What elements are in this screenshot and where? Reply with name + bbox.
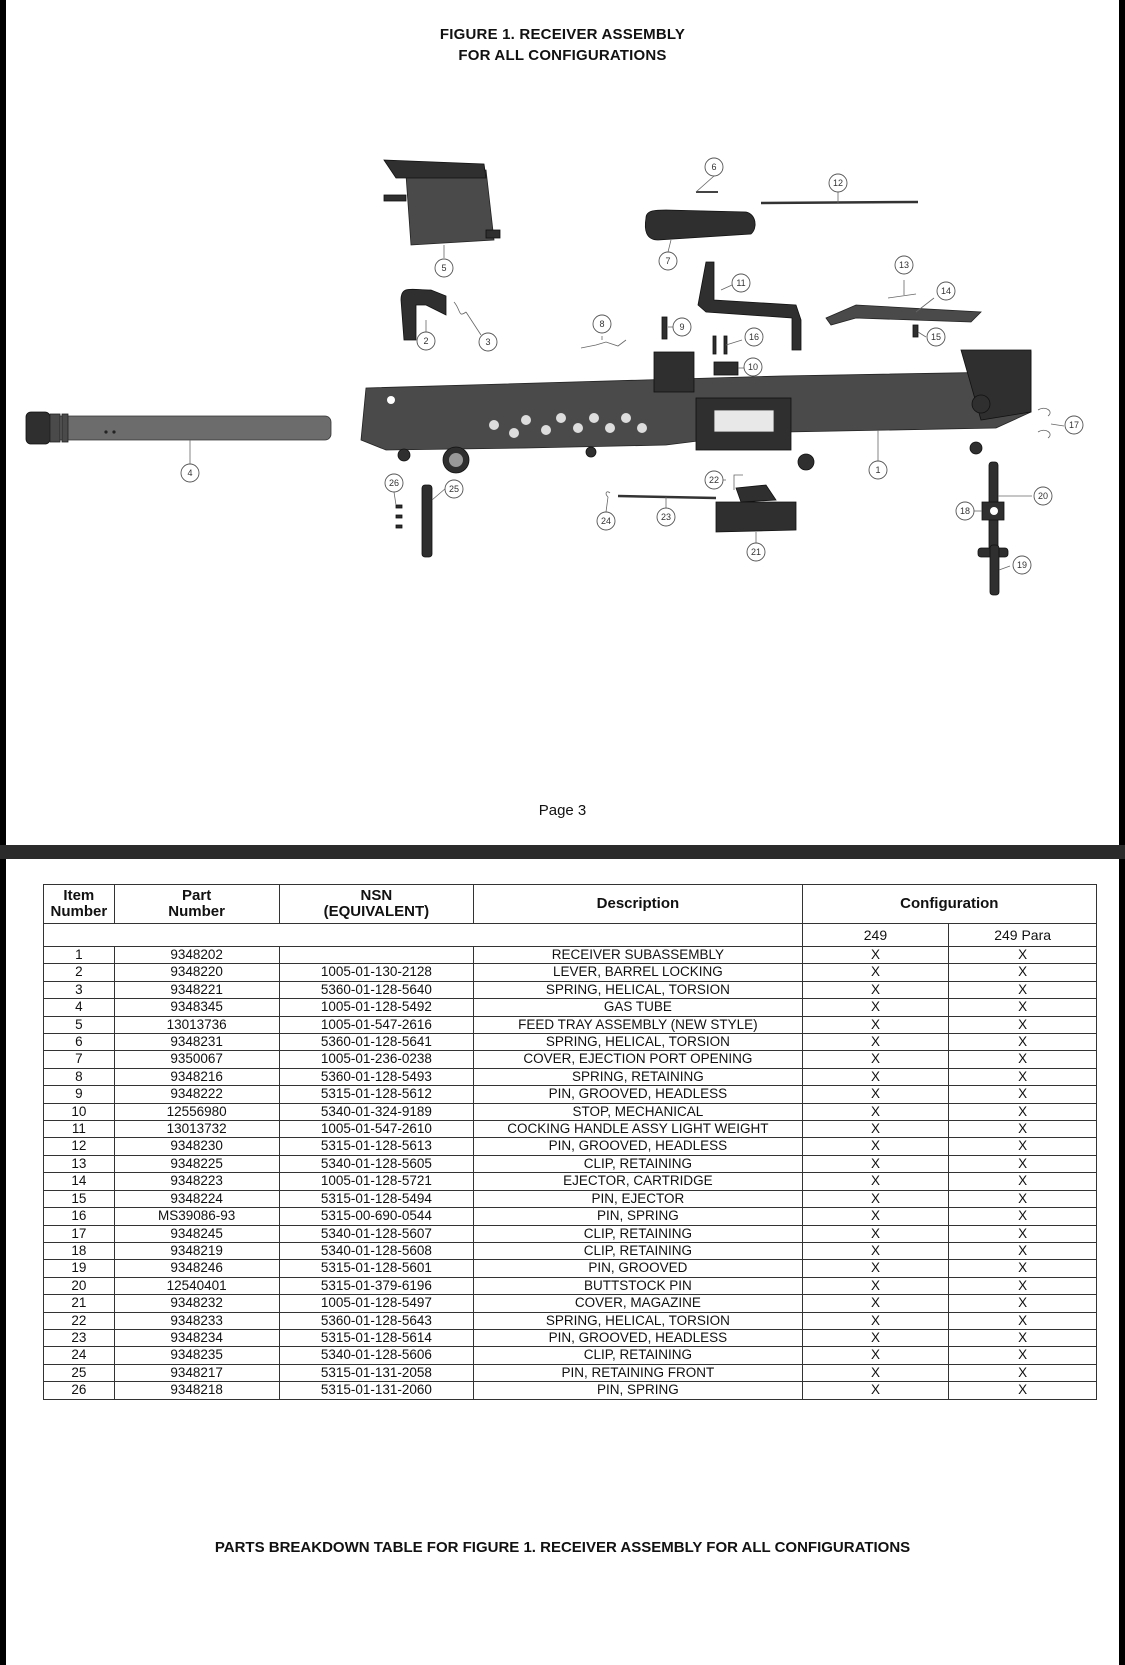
cell-part: 9348231 (114, 1034, 279, 1051)
cell-desc: COVER, MAGAZINE (474, 1295, 803, 1312)
callout-9 (673, 318, 691, 336)
cell-desc: PIN, SPRING (474, 1382, 803, 1399)
cell-c1: X (802, 1016, 949, 1033)
cell-item: 23 (44, 1329, 115, 1346)
cell-c1: X (802, 1260, 949, 1277)
exploded-parts-diagram (6, 0, 1119, 790)
svg-text:8: 8 (599, 319, 605, 329)
header-part-number: Part Number (114, 885, 279, 924)
table-row (44, 1138, 1097, 1155)
svg-text:11: 11 (736, 278, 746, 288)
cell-c1: X (802, 1034, 949, 1051)
cell-c1: X (802, 1312, 949, 1329)
table-row (44, 1016, 1097, 1033)
cell-desc: CLIP, RETAINING (474, 1155, 803, 1172)
part-pin-16 (713, 336, 716, 354)
table-row (44, 1225, 1097, 1242)
cell-c2: X (949, 1155, 1097, 1172)
part-mechanical-stop (714, 362, 738, 375)
callout-3 (479, 333, 497, 351)
table-row (44, 981, 1097, 998)
cell-part: 9348234 (114, 1329, 279, 1346)
callout-4 (181, 464, 199, 482)
table-row (44, 1190, 1097, 1207)
cell-c1: X (802, 1138, 949, 1155)
callout-15 (927, 328, 945, 346)
parts-breakdown-table (43, 884, 1097, 1400)
table-row (44, 947, 1097, 964)
cell-nsn: 1005-01-547-2616 (279, 1016, 474, 1033)
cell-part: 9348223 (114, 1173, 279, 1190)
cell-part: 9348345 (114, 999, 279, 1016)
cell-nsn: 5340-01-128-5608 (279, 1242, 474, 1259)
cell-c1: X (802, 1190, 949, 1207)
cell-c1: X (802, 1051, 949, 1068)
part-clips-17 (1038, 408, 1050, 438)
svg-text:6: 6 (711, 162, 717, 172)
cell-nsn: 5360-01-128-5641 (279, 1034, 474, 1051)
svg-text:22: 22 (708, 475, 720, 485)
cell-item: 20 (44, 1277, 115, 1294)
cell-desc: CLIP, RETAINING (474, 1242, 803, 1259)
svg-text:7: 7 (665, 256, 671, 266)
cell-c2: X (949, 1173, 1097, 1190)
cell-item: 7 (44, 1051, 115, 1068)
cell-desc: RECEIVER SUBASSEMBLY (474, 947, 803, 964)
cell-part: 9348216 (114, 1068, 279, 1085)
cell-nsn: 5340-01-128-5605 (279, 1155, 474, 1172)
svg-text:19: 19 (1016, 560, 1028, 570)
cell-item: 15 (44, 1190, 115, 1207)
cell-part: 9348218 (114, 1382, 279, 1399)
cell-nsn: 1005-01-128-5497 (279, 1295, 474, 1312)
callout-11 (732, 274, 750, 292)
svg-text:14: 14 (940, 286, 952, 296)
cell-c2: X (949, 1329, 1097, 1346)
cell-desc: SPRING, HELICAL, TORSION (474, 1034, 803, 1051)
cell-item: 6 (44, 1034, 115, 1051)
svg-text:4: 4 (187, 468, 193, 478)
cell-item: 3 (44, 981, 115, 998)
cell-desc: PIN, SPRING (474, 1208, 803, 1225)
cell-c1: X (802, 1382, 949, 1399)
cell-c2: X (949, 1364, 1097, 1381)
cell-desc: LEVER, BARREL LOCKING (474, 964, 803, 981)
callout-13 (895, 256, 913, 274)
cell-item: 4 (44, 999, 115, 1016)
part-feed-tray (384, 160, 500, 245)
cell-nsn: 1005-01-547-2610 (279, 1121, 474, 1138)
cell-c1: X (802, 1086, 949, 1103)
cell-c2: X (949, 1051, 1097, 1068)
table-row (44, 1086, 1097, 1103)
part-gas-tube (26, 412, 331, 444)
table-row (44, 1329, 1097, 1346)
cell-part: 9348224 (114, 1190, 279, 1207)
part-ejection-port-cover (645, 210, 755, 240)
part-ejector-pin (913, 325, 918, 337)
svg-text:3: 3 (485, 337, 491, 347)
cell-c2: X (949, 1295, 1097, 1312)
cell-desc: STOP, MECHANICAL (474, 1103, 803, 1120)
cell-item: 21 (44, 1295, 115, 1312)
part-torsion-spring-3 (454, 302, 466, 314)
header-description: Description (474, 885, 803, 924)
cell-desc: COCKING HANDLE ASSY LIGHT WEIGHT (474, 1121, 803, 1138)
cell-part: 9348202 (114, 947, 279, 964)
svg-text:2: 2 (423, 336, 429, 346)
cell-part: MS39086-93 (114, 1208, 279, 1225)
part-receiver (361, 350, 1031, 473)
part-spring-pin-26 (396, 505, 402, 508)
cell-nsn: 5315-01-128-5613 (279, 1138, 474, 1155)
part-retaining-pin-front (422, 485, 432, 557)
callout-6 (705, 158, 723, 176)
cell-c2: X (949, 1208, 1097, 1225)
figure-title-line2: FOR ALL CONFIGURATIONS (458, 47, 667, 64)
svg-text:1: 1 (875, 465, 881, 475)
callout-21 (747, 543, 765, 561)
callout-1 (869, 461, 887, 479)
cell-c1: X (802, 1277, 949, 1294)
cell-c2: X (949, 964, 1097, 981)
config-col-249: 249 (802, 924, 949, 947)
table-row (44, 1347, 1097, 1364)
cell-nsn: 1005-01-128-5721 (279, 1173, 474, 1190)
svg-text:23: 23 (660, 512, 672, 522)
cell-c1: X (802, 1225, 949, 1242)
cell-c1: X (802, 947, 949, 964)
cell-c2: X (949, 1260, 1097, 1277)
cell-c2: X (949, 999, 1097, 1016)
cell-item: 12 (44, 1138, 115, 1155)
cell-c1: X (802, 1364, 949, 1381)
svg-text:24: 24 (600, 516, 612, 526)
cell-c2: X (949, 1103, 1097, 1120)
table-row (44, 1155, 1097, 1172)
callout-14 (937, 282, 955, 300)
figure-title-line1: FIGURE 1. RECEIVER ASSEMBLY (439, 26, 686, 43)
cell-item: 22 (44, 1312, 115, 1329)
table-caption: PARTS BREAKDOWN TABLE FOR FIGURE 1. RECEIVER ASSEMBLY FOR ALL CONFIGURATIONS (214, 1539, 911, 1556)
part-magazine-cover (716, 485, 796, 532)
cell-part: 9348221 (114, 981, 279, 998)
cell-nsn: 5315-00-690-0544 (279, 1208, 474, 1225)
cell-desc: GAS TUBE (474, 999, 803, 1016)
cell-c2: X (949, 1225, 1097, 1242)
cell-c2: X (949, 1121, 1097, 1138)
table-row (44, 1277, 1097, 1294)
header-nsn: NSN (EQUIVALENT) (279, 885, 474, 924)
table-row (44, 964, 1097, 981)
cell-c2: X (949, 1068, 1097, 1085)
cell-c1: X (802, 1155, 949, 1172)
cell-part: 9348220 (114, 964, 279, 981)
callout-12 (829, 174, 847, 192)
callout-16 (745, 328, 763, 346)
svg-text:26: 26 (388, 478, 400, 488)
config-subheader-row (44, 924, 1097, 947)
svg-text:9: 9 (679, 322, 685, 332)
cell-desc: FEED TRAY ASSEMBLY (NEW STYLE) (474, 1016, 803, 1033)
cell-part: 9348233 (114, 1312, 279, 1329)
part-retaining-spring-8 (581, 340, 626, 348)
callout-18 (956, 502, 974, 520)
cell-item: 13 (44, 1155, 115, 1172)
page-number: Page 3 (538, 802, 587, 819)
cell-item: 24 (44, 1347, 115, 1364)
cell-c2: X (949, 1016, 1097, 1033)
figure-page (6, 0, 1119, 845)
cell-item: 18 (44, 1242, 115, 1259)
cell-part: 13013732 (114, 1121, 279, 1138)
cell-desc: PIN, EJECTOR (474, 1190, 803, 1207)
table-row (44, 1173, 1097, 1190)
callout-25 (445, 480, 463, 498)
part-clip-24 (606, 492, 610, 497)
cell-item: 9 (44, 1086, 115, 1103)
cell-desc: PIN, GROOVED, HEADLESS (474, 1138, 803, 1155)
cell-c1: X (802, 1173, 949, 1190)
cell-nsn: 5315-01-379-6196 (279, 1277, 474, 1294)
cell-nsn: 5315-01-131-2060 (279, 1382, 474, 1399)
cell-c1: X (802, 1347, 949, 1364)
cell-c2: X (949, 1034, 1097, 1051)
callout-20 (1034, 487, 1052, 505)
cell-c2: X (949, 1277, 1097, 1294)
callout-7 (659, 252, 677, 270)
cell-c2: X (949, 981, 1097, 998)
cell-part: 12556980 (114, 1103, 279, 1120)
table-page (6, 859, 1119, 1665)
svg-text:20: 20 (1037, 491, 1049, 501)
header-configuration: Configuration (802, 885, 1096, 924)
cell-nsn: 5315-01-128-5614 (279, 1329, 474, 1346)
part-ejector (826, 305, 981, 325)
cell-part: 9350067 (114, 1051, 279, 1068)
part-pin-23 (618, 496, 716, 498)
cell-desc: CLIP, RETAINING (474, 1347, 803, 1364)
cell-item: 8 (44, 1068, 115, 1085)
cell-c1: X (802, 1103, 949, 1120)
cell-item: 11 (44, 1121, 115, 1138)
cell-desc: SPRING, HELICAL, TORSION (474, 1312, 803, 1329)
cell-desc: SPRING, RETAINING (474, 1068, 803, 1085)
cell-c1: X (802, 999, 949, 1016)
callout-8 (593, 315, 611, 333)
table-row (44, 1068, 1097, 1085)
cell-c1: X (802, 1295, 949, 1312)
cell-c2: X (949, 947, 1097, 964)
cell-c2: X (949, 1190, 1097, 1207)
callout-26 (385, 474, 403, 492)
cell-c1: X (802, 964, 949, 981)
table-row (44, 1260, 1097, 1277)
svg-text:21: 21 (750, 547, 762, 557)
cell-c1: X (802, 1068, 949, 1085)
table-row (44, 1312, 1097, 1329)
svg-text:13: 13 (898, 260, 910, 270)
cell-nsn: 5340-01-324-9189 (279, 1103, 474, 1120)
cell-part: 9348222 (114, 1086, 279, 1103)
cell-c1: X (802, 1208, 949, 1225)
cell-nsn: 1005-01-128-5492 (279, 999, 474, 1016)
table-row (44, 1034, 1097, 1051)
cell-nsn: 5315-01-128-5612 (279, 1086, 474, 1103)
cell-item: 2 (44, 964, 115, 981)
cell-nsn: 1005-01-236-0238 (279, 1051, 474, 1068)
callout-22 (705, 471, 723, 489)
page-divider (0, 845, 1125, 859)
callout-2 (417, 332, 435, 350)
svg-text:5: 5 (441, 263, 447, 273)
cell-desc: PIN, GROOVED, HEADLESS (474, 1329, 803, 1346)
cell-c1: X (802, 1329, 949, 1346)
cell-item: 5 (44, 1016, 115, 1033)
cell-c2: X (949, 1138, 1097, 1155)
svg-text:18: 18 (959, 506, 971, 516)
cell-item: 16 (44, 1208, 115, 1225)
cell-desc: COVER, EJECTION PORT OPENING (474, 1051, 803, 1068)
cell-part: 9348225 (114, 1155, 279, 1172)
cell-item: 10 (44, 1103, 115, 1120)
table-row (44, 1121, 1097, 1138)
cell-item: 17 (44, 1225, 115, 1242)
cell-desc: BUTTSTOCK PIN (474, 1277, 803, 1294)
cell-item: 19 (44, 1260, 115, 1277)
svg-text:15: 15 (930, 332, 942, 342)
callout-24 (597, 512, 615, 530)
cell-c1: X (802, 981, 949, 998)
svg-text:25: 25 (448, 484, 460, 494)
config-col-249-para: 249 Para (949, 924, 1097, 947)
part-clip-13 (888, 294, 916, 298)
cell-nsn: 5360-01-128-5493 (279, 1068, 474, 1085)
table-row (44, 1242, 1097, 1259)
cell-nsn: 5340-01-128-5607 (279, 1225, 474, 1242)
cell-nsn (279, 947, 474, 964)
cell-part: 12540401 (114, 1277, 279, 1294)
cell-nsn: 5360-01-128-5640 (279, 981, 474, 998)
cell-c2: X (949, 1347, 1097, 1364)
callout-23 (657, 508, 675, 526)
part-grooved-pin-19 (990, 545, 999, 595)
part-pin-9 (662, 317, 667, 339)
callout-17 (1065, 416, 1083, 434)
table-row (44, 1382, 1097, 1399)
cell-desc: SPRING, HELICAL, TORSION (474, 981, 803, 998)
cell-desc: PIN, GROOVED (474, 1260, 803, 1277)
cell-nsn: 5315-01-128-5601 (279, 1260, 474, 1277)
svg-text:16: 16 (748, 332, 760, 342)
cell-c2: X (949, 1086, 1097, 1103)
cell-part: 9348246 (114, 1260, 279, 1277)
cell-part: 9348230 (114, 1138, 279, 1155)
cell-part: 9348245 (114, 1225, 279, 1242)
cell-c1: X (802, 1242, 949, 1259)
cell-desc: CLIP, RETAINING (474, 1225, 803, 1242)
table-row (44, 1103, 1097, 1120)
table-row (44, 1208, 1097, 1225)
table-row (44, 1364, 1097, 1381)
cell-nsn: 5315-01-128-5494 (279, 1190, 474, 1207)
table-row (44, 999, 1097, 1016)
callout-5 (435, 259, 453, 277)
cell-desc: EJECTOR, CARTRIDGE (474, 1173, 803, 1190)
svg-text:10: 10 (747, 362, 759, 372)
cell-item: 14 (44, 1173, 115, 1190)
cell-part: 13013736 (114, 1016, 279, 1033)
table-row (44, 1051, 1097, 1068)
cell-c2: X (949, 1242, 1097, 1259)
cell-nsn: 5360-01-128-5643 (279, 1312, 474, 1329)
cell-part: 9348235 (114, 1347, 279, 1364)
cell-part: 9348217 (114, 1364, 279, 1381)
header-item-number: Item Number (44, 885, 115, 924)
svg-text:17: 17 (1068, 420, 1080, 430)
cell-nsn: 1005-01-130-2128 (279, 964, 474, 981)
cell-c1: X (802, 1121, 949, 1138)
cell-desc: PIN, RETAINING FRONT (474, 1364, 803, 1381)
svg-text:12: 12 (832, 178, 844, 188)
cell-c2: X (949, 1312, 1097, 1329)
cell-nsn: 5315-01-131-2058 (279, 1364, 474, 1381)
part-pin-12 (761, 202, 918, 203)
cell-nsn: 5340-01-128-5606 (279, 1347, 474, 1364)
cell-item: 26 (44, 1382, 115, 1399)
cell-part: 9348219 (114, 1242, 279, 1259)
cell-c2: X (949, 1382, 1097, 1399)
cell-desc: PIN, GROOVED, HEADLESS (474, 1086, 803, 1103)
callout-10 (744, 358, 762, 376)
table-row (44, 1295, 1097, 1312)
callout-19 (1013, 556, 1031, 574)
cell-item: 1 (44, 947, 115, 964)
cell-item: 25 (44, 1364, 115, 1381)
cell-part: 9348232 (114, 1295, 279, 1312)
